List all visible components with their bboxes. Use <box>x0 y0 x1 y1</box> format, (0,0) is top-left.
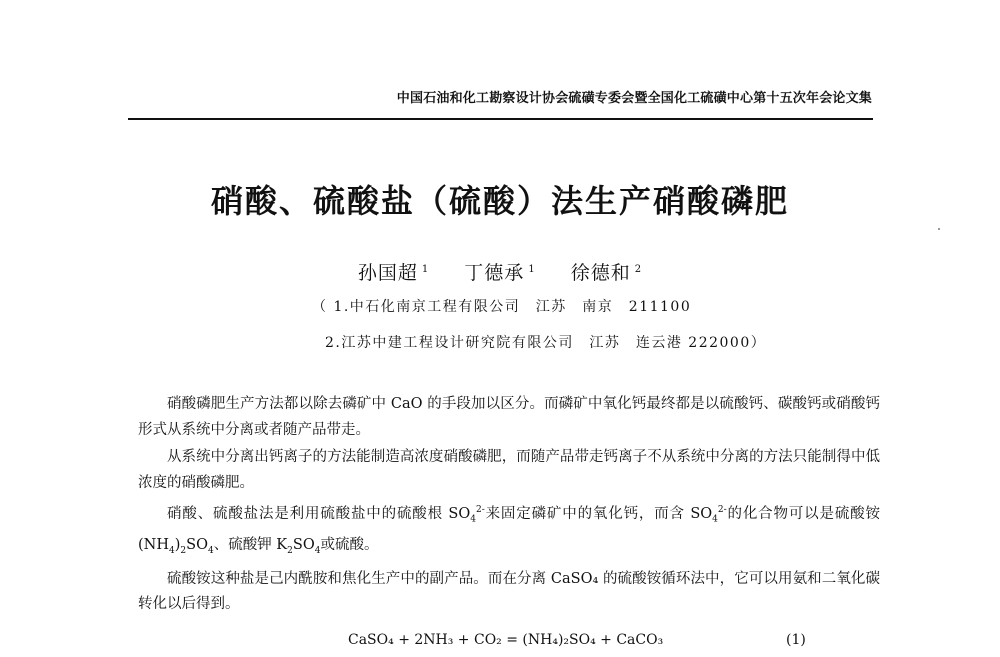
text-run: 硝酸、硫酸盐法是利用硫酸盐中的硫酸根 SO <box>167 505 471 522</box>
subscript: 4 <box>470 514 476 525</box>
subscript: 4 <box>314 546 321 557</box>
author-affil-mark: 1 <box>421 263 430 275</box>
subscript: 2 <box>180 546 187 557</box>
author-name: 孙国超 <box>357 262 418 284</box>
text-run: ) <box>174 537 181 554</box>
affiliation-1: （ 1.中石化南京工程有限公司 江苏 南京 211100 <box>312 299 692 315</box>
header-rule <box>128 118 873 120</box>
paragraph: 硝酸磷肥生产方法都以除去磷矿中 CaO 的手段加以区分。而磷矿中氧化钙最终都是以硫酸钙、碳酸钙或硝酸钙形式从系统中分离或者随产品带走。 <box>138 396 880 438</box>
author-affil-mark: 2 <box>634 263 643 275</box>
scan-speck <box>938 228 940 230</box>
paragraph <box>138 498 880 565</box>
author-name: 徐德和 <box>570 262 631 284</box>
subscript: 4 <box>207 546 214 557</box>
text-run: SO <box>186 537 208 554</box>
text-run: 的化合物可以是硫酸铵 (NH <box>138 505 880 554</box>
author-affil-mark: 1 <box>528 263 536 275</box>
superscript: 2- <box>717 505 727 515</box>
paper-title: 硝酸、硫酸盐（硫酸）法生产硝酸磷肥 <box>210 182 789 220</box>
text-run: 或硫酸。 <box>320 537 379 554</box>
text-run: SO <box>292 537 315 554</box>
paragraph: 从系统中分离出钙离子的方法能制造高浓度硝酸磷肥，而随产品带走钙离子不从系统中分离的方法只能制得中低浓度的硝酸磷肥。 <box>138 449 880 491</box>
paragraph: 硫酸铵这种盐是己内酰胺和焦化生产中的副产品。而在分离 CaSO₄ 的硫酸铵循环法中，它可以用氨和二氧化碳转化以后得到。 <box>138 570 880 613</box>
affiliation-2: 2.江苏中建工程设计研究院有限公司 江苏 连云港 222000） <box>325 335 767 351</box>
subscript: 4 <box>712 514 718 525</box>
author <box>571 262 642 284</box>
author <box>358 262 429 284</box>
running-header: 中国石油和化工勘察设计协会硫磺专委会暨全国化工硫磺中心第十五次年会论文集 <box>396 91 872 106</box>
text-run: 、硫酸钾 K <box>213 537 288 554</box>
equation-number: (1) <box>786 632 806 648</box>
superscript: 2- <box>475 505 485 515</box>
equation: CaSO₄ + 2NH₃ + CO₂ = (NH₄)₂SO₄ + CaCO₃ <box>348 632 664 648</box>
subscript: 4 <box>169 546 175 557</box>
author-name: 丁德承 <box>464 262 525 284</box>
author-list <box>0 258 1000 285</box>
subscript: 2 <box>287 546 293 557</box>
author <box>464 262 535 284</box>
body-text <box>138 392 880 620</box>
text-run: 来固定磷矿中的氧化钙，而含 SO <box>484 505 713 522</box>
